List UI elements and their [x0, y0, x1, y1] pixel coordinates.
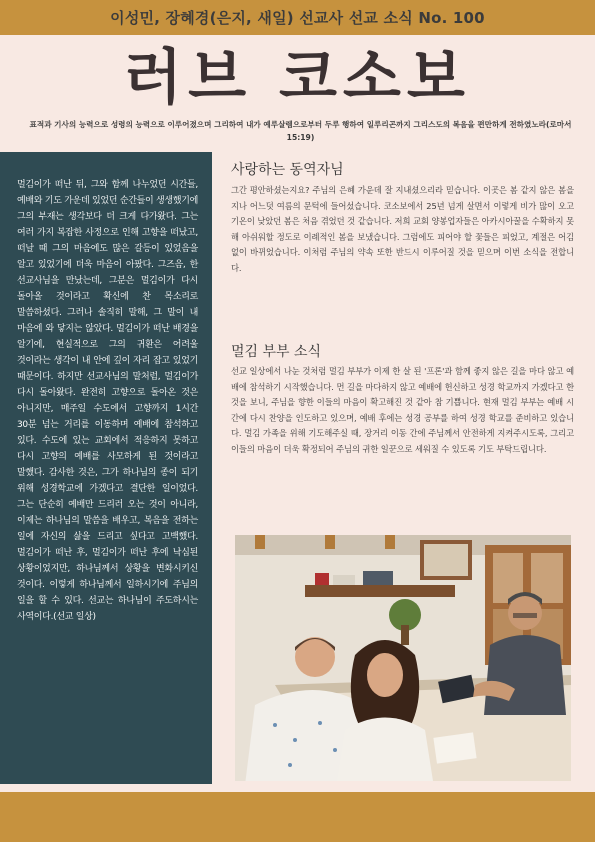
masthead: [0, 38, 595, 118]
newsletter-title: 이성민, 장혜경(은지, 새일) 선교사 선교 소식 No. 100: [110, 9, 485, 27]
footer-bar: [0, 792, 595, 842]
header-bar: [0, 0, 595, 35]
bible-study-photo: [235, 535, 571, 781]
family-news-body: 선교 일상에서 나눈 것처럼 멀김 부부가 이제 한 살 된 '프론'과 함께 좋지 않은 길을 마다 않고 예배에 참석하기 시작했습니다. 먼 길을 마다하지 않고 예배에 헌신하고 성경 학교까지 가겠다고 한 것을 보니, 주님을 향한 이들의 마음이 확고해진 것 같아 참 기쁩니다. 현재 멀김 부부는 예배 시간에 다시 찬양을 인도하고 있으며, 예배 후에는 성경 공부를 하여 성경 학교를 준비하고 있습니다. 멀김 가족을 위해 기도해주실 때, 장거리 이동 간에 주님께서 안전하게 지켜주시도록, 그리고 이들의 마음이 더욱 확정되어 주님의 귀한 일꾼으로 세워질 수 있도록 기도 부탁드립니다.: [231, 366, 574, 454]
masthead-title: 러브 코소보: [124, 43, 471, 113]
greeting-heading: 사랑하는 동역자님: [231, 162, 344, 178]
sidebar-column: [0, 152, 212, 784]
sidebar-story: 멀김이가 떠난 뒤, 그와 함께 나누었던 시간들, 예배와 기도 가운데 있었던 순간들이 생생했기에 그의 부재는 생각보다 더 크게 다가왔다. 그는 여러 가지 복잡한 사정으로 인해 고향을 떠났고, 떠날 때 그의 마음에도 많은 갈등이 있었음을 알고 있었기에 더욱 마음이 아팠다. 그즈음, 한 선교사님을 만났는데, 그분은 멀김이가 다시 돌아올 것이라고 확신에 찬 목소리로 말씀하셨다. 그러나 솔직히 말해, 그 말이 내 마음에 와 닿지는 않았다. 멀김이가 떠난 배경을 알기에, 현실적으로 그의 귀환은 어려울 것이라는 생각이 내 안에 깊이 자리 잡고 있었기 때문이다. 하지만 선교사님의 말처럼, 멀김이가 다시 돌아왔다. 완전히 고향으로 돌아온 것은 아니지만, 매주일 수도에서 고향까지 1시간 30분 넘는 거리를 이동하며 예배에 참석하고 있다. 수도에 있는 교회에서 적응하지 못하고 다시 고향의 예배를 사모하게 된 것이라고 말했다. 감사한 것은, 그가 하나님의 종이 되기 위해 성경학교에 가겠다고 결단한 일이었다. 그는 단순히 예배만 드리러 오는 것이 아니라, 이제는 하나님의 말씀을 배우고, 복음을 전하는 일에 자신의 삶을 드리고 싶다고 고백했다. 멀김이가 떠난 후, 멀김이가 떠난 후에 낙심된 상황이었지만, 하나님께서 상황을 변화시키신 것이다. 이렇게 하나님께서 일하시기에 주님의 일을 할 수 있다. 선교는 하나님이 주도하시는 사역이다.(선교 일상): [17, 180, 198, 622]
greeting-body: 그간 평안하셨는지요? 주님의 은혜 가운데 잘 지내셨으리라 믿습니다. 이곳은 봄 같지 않은 봄을 지나 어느덧 여름의 문턱에 들어섰습니다. 코소보에서 25년 넘게 살면서 이렇게 비가 많이 오고 기온이 낮았던 봄은 처음 겪었던 것 같습니다. 저희 교회 양봉업자들은 아카시아꿀을 수확하지 못해 아쉬워할 정도로 이례적인 봄을 보냈습니다. 그럼에도 피어야 할 꽃들은 피었고, 계절은 어김없이 바뀌었습니다. 이처럼 주님의 약속 또한 반드시 이루어질 것을 믿으며 이번 소식을 전합니다.: [231, 185, 574, 273]
photo-illustration: [235, 535, 571, 781]
scripture-verse: 표적과 기사의 능력으로 성령의 능력으로 이루어졌으며 그리하여 내가 예루살렘으로부터 두루 행하여 일루리곤까지 그리스도의 복음을 편만하게 전하였노라(로마서 15:19): [29, 120, 572, 142]
family-news-heading: 멀김 부부 소식: [231, 344, 322, 360]
